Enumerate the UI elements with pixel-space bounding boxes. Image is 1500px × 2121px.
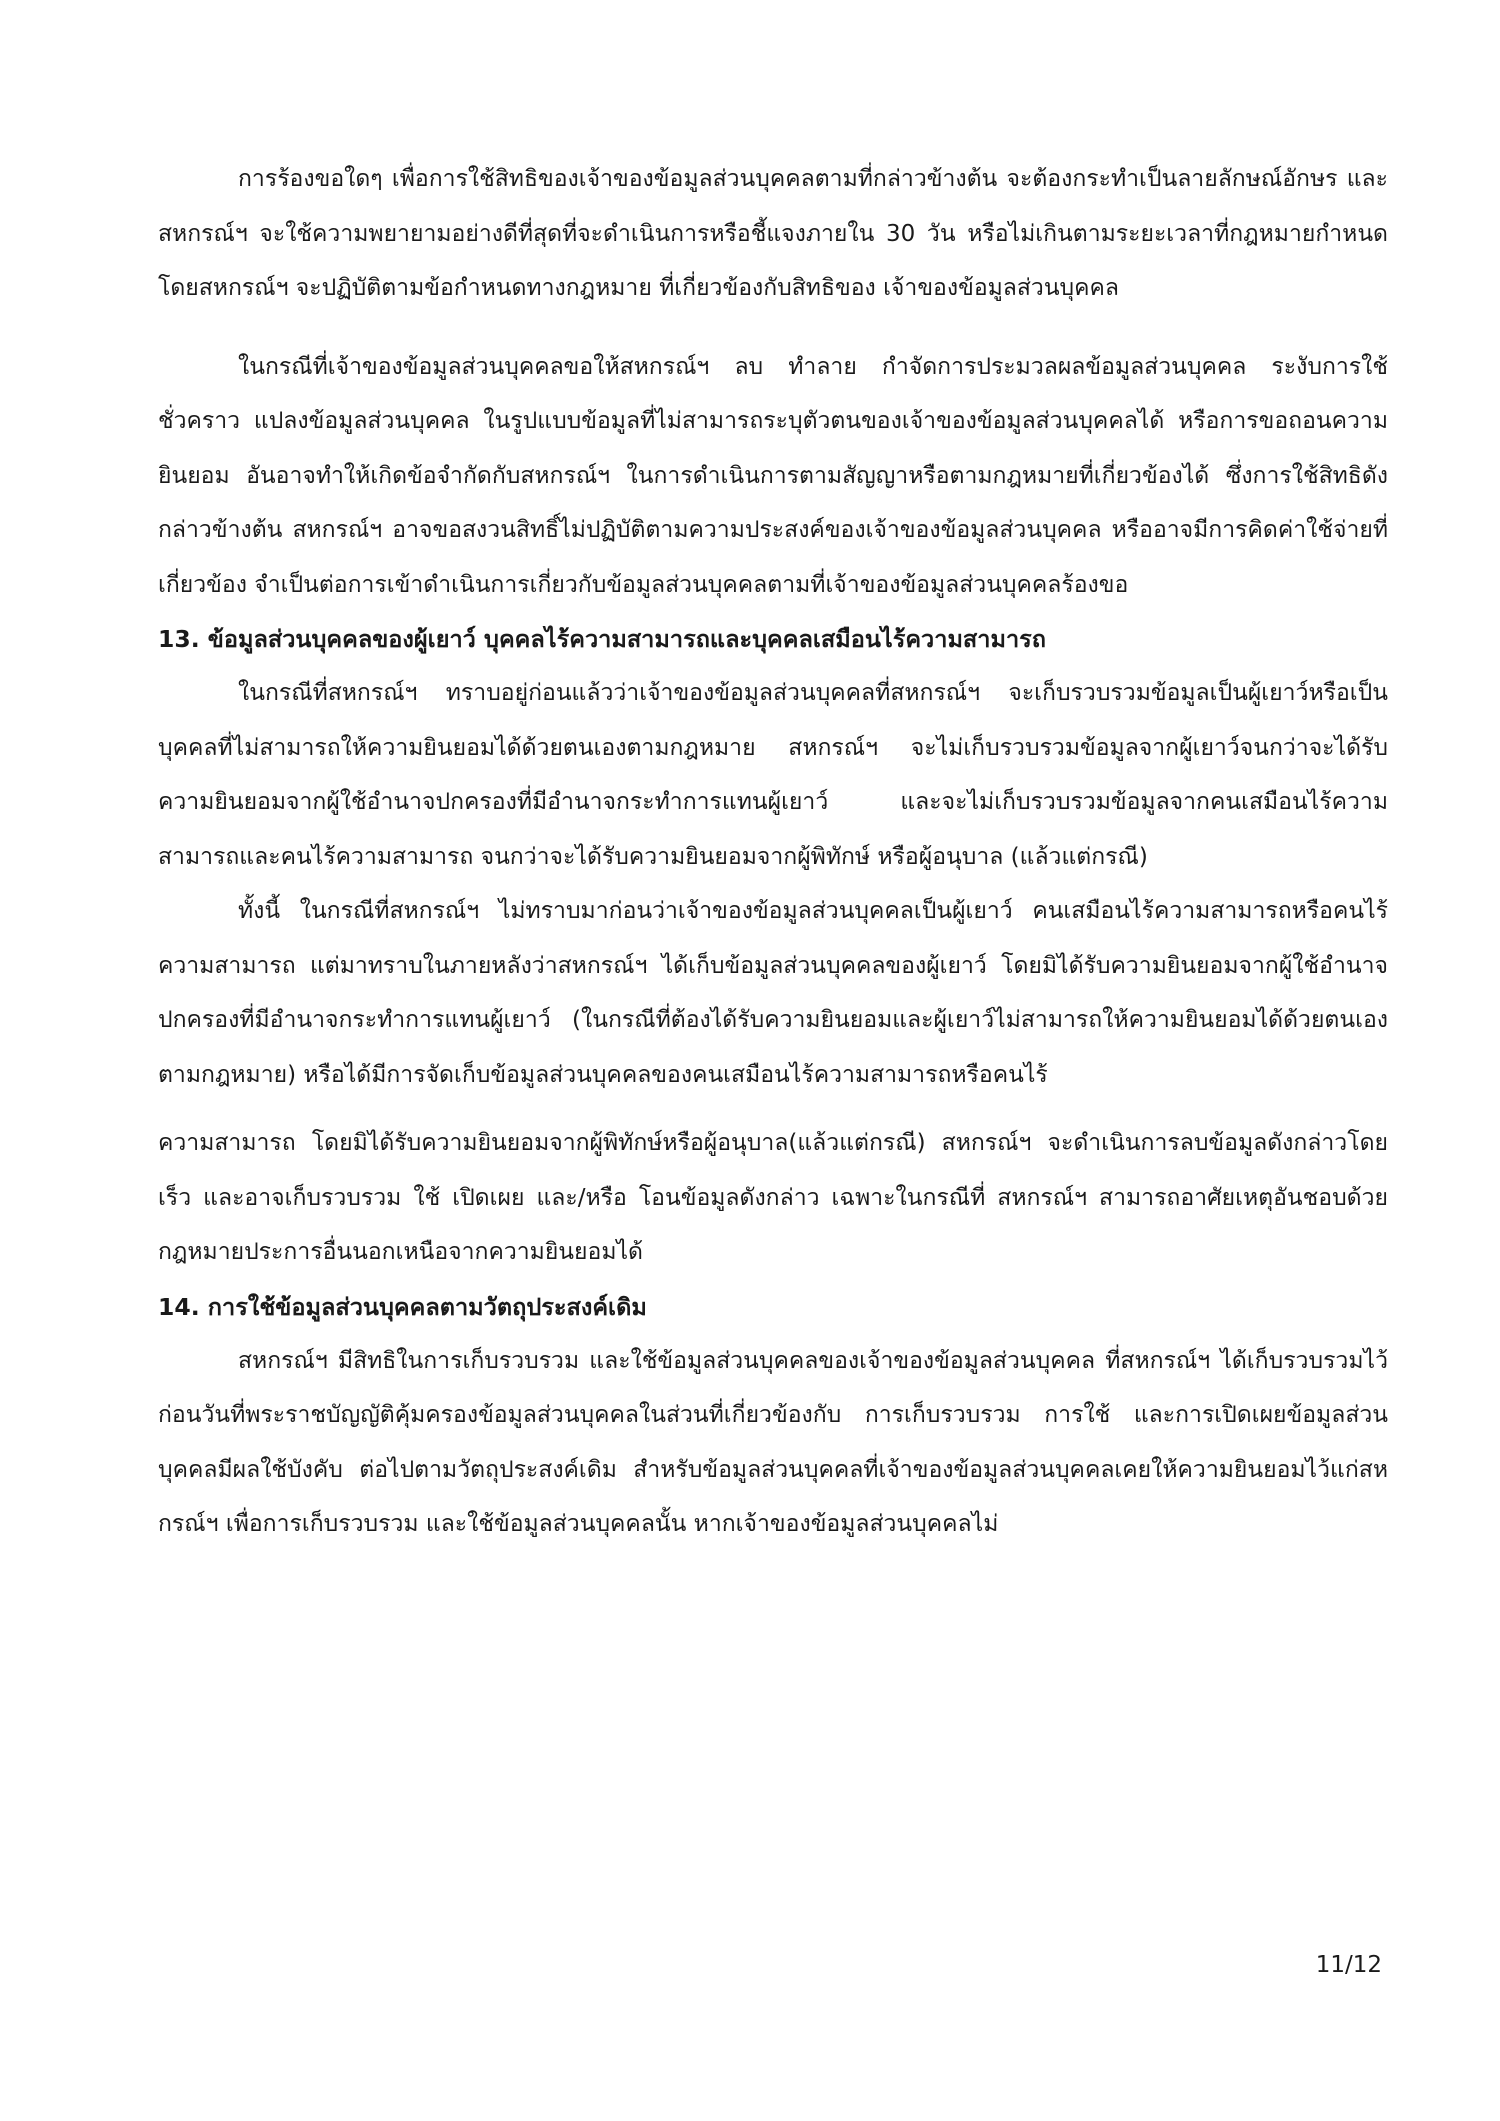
page-number: 11/12 bbox=[1315, 1952, 1382, 1978]
section-14-heading: 14. การใช้ข้อมูลส่วนบุคคลตามวัตถุประสงค์เดิม bbox=[158, 1292, 647, 1321]
document-body bbox=[158, 152, 1388, 1552]
section-13-heading: 13. ข้อมูลส่วนบุคคลของผู้เยาว์ บุคคลไร้ความสามารถและบุคคลเสมือนไร้ความสามารถ bbox=[158, 625, 1047, 653]
section-13-paragraph-3: ความสามารถ โดยมิได้รับความยินยอมจากผู้พิทักษ์หรือผู้อนุบาล(แล้วแต่กรณี) สหกรณ์ฯ จะดำเนินการลบข้อมูลดังกล่าวโดยเร็ว และอาจเก็บรวบรวม ใช้ เปิดเผย และ/หรือ โอนข้อมูลดังกล่าว เฉพาะในกรณีที่ สหกรณ์ฯ สามารถอาศัยเหตุอันชอบด้วยกฎหมายประการอื่นนอกเหนือจากความยินยอมได้ bbox=[158, 1130, 1388, 1265]
section-13-paragraph-1: ในกรณีที่สหกรณ์ฯ ทราบอยู่ก่อนแล้วว่าเจ้าของข้อมูลส่วนบุคคลที่สหกรณ์ฯ จะเก็บรวบรวมข้อมูลเป็นผู้เยาว์หรือเป็นบุคคลที่ไม่สามารถให้ความยินยอมได้ด้วยตนเองตามกฎหมาย สหกรณ์ฯ จะไม่เก็บรวบรวมข้อมูลจากผู้เยาว์จนกว่าจะได้รับความยินยอมจากผู้ใช้อำนาจปกครองที่มีอำนาจกระทำการแทนผู้เยาว์ และจะไม่เก็บรวบรวมข้อมูลจากคนเสมือนไร้ความสามารถและคนไร้ความสามารถ จนกว่าจะได้รับความยินยอมจากผู้พิทักษ์ หรือผู้อนุบาล (แล้วแต่กรณี) bbox=[158, 680, 1388, 870]
section-13-paragraph-2: ทั้งนี้ ในกรณีที่สหกรณ์ฯ ไม่ทราบมาก่อนว่าเจ้าของข้อมูลส่วนบุคคลเป็นผู้เยาว์ คนเสมือนไร้ความสามารถหรือคนไร้ความสามารถ แต่มาทราบในภายหลังว่าสหกรณ์ฯ ได้เก็บข้อมูลส่วนบุคคลของผู้เยาว์ โดยมิได้รับความยินยอมจากผู้ใช้อำนาจปกครองที่มีอำนาจกระทำการแทนผู้เยาว์ (ในกรณีที่ต้องได้รับความยินยอมและผู้เยาว์ไม่สามารถให้ความยินยอมได้ด้วยตนเองตามกฎหมาย) หรือได้มีการจัดเก็บข้อมูลส่วนบุคคลของคนเสมือนไร้ความสามารถหรือคนไร้ bbox=[158, 898, 1388, 1088]
section-14-paragraph-1: สหกรณ์ฯ มีสิทธิในการเก็บรวบรวม และใช้ข้อมูลส่วนบุคคลของเจ้าของข้อมูลส่วนบุคคล ที่สหกรณ์ฯ ได้เก็บรวบรวมไว้ ก่อนวันที่พระราชบัญญัติคุ้มครองข้อมูลส่วนบุคคลในส่วนที่เกี่ยวข้องกับ การเก็บรวบรวม การใช้ และการเปิดเผยข้อมูลส่วนบุคคลมีผลใช้บังคับ ต่อไปตามวัตถุประสงค์เดิม สำหรับข้อมูลส่วนบุคคลที่เจ้าของข้อมูลส่วนบุคคลเคยให้ความยินยอมไว้แก่สหกรณ์ฯ เพื่อการเก็บรวบรวม และใช้ข้อมูลส่วนบุคคลนั้น หากเจ้าของข้อมูลส่วนบุคคลไม่ bbox=[158, 1347, 1388, 1537]
paragraph-request-rights: การร้องขอใดๆ เพื่อการใช้สิทธิของเจ้าของข้อมูลส่วนบุคคลตามที่กล่าวข้างต้น จะต้องกระทำเป็นลายลักษณ์อักษร และสหกรณ์ฯ จะใช้ความพยายามอย่างดีที่สุดที่จะดำเนินการหรือชี้แจงภายใน 30 วัน หรือไม่เกินตามระยะเวลาที่กฎหมายกำหนด โดยสหกรณ์ฯ จะปฏิบัติตามข้อกำหนดทางกฎหมาย ที่เกี่ยวข้องกับสิทธิของ เจ้าของข้อมูลส่วนบุคคล bbox=[158, 166, 1388, 301]
paragraph-deletion-request: ในกรณีที่เจ้าของข้อมูลส่วนบุคคลขอให้สหกรณ์ฯ ลบ ทำลาย กำจัดการประมวลผลข้อมูลส่วนบุคคล ระงับการใช้ชั่วคราว แปลงข้อมูลส่วนบุคคล ในรูปแบบข้อมูลที่ไม่สามารถระบุตัวตนของเจ้าของข้อมูลส่วนบุคคลได้ หรือการขอถอนความยินยอม อันอาจทำให้เกิดข้อจำกัดกับสหกรณ์ฯ ในการดำเนินการตามสัญญาหรือตามกฎหมายที่เกี่ยวข้องได้ ซึ่งการใช้สิทธิดังกล่าวข้างต้น สหกรณ์ฯ อาจขอสงวนสิทธิ์ไม่ปฏิบัติตามความประสงค์ของเจ้าของข้อมูลส่วนบุคคล หรืออาจมีการคิดค่าใช้จ่ายที่เกี่ยวข้อง จำเป็นต่อการเข้าดำเนินการเกี่ยวกับข้อมูลส่วนบุคคลตามที่เจ้าของข้อมูลส่วนบุคคลร้องขอ bbox=[158, 353, 1388, 598]
